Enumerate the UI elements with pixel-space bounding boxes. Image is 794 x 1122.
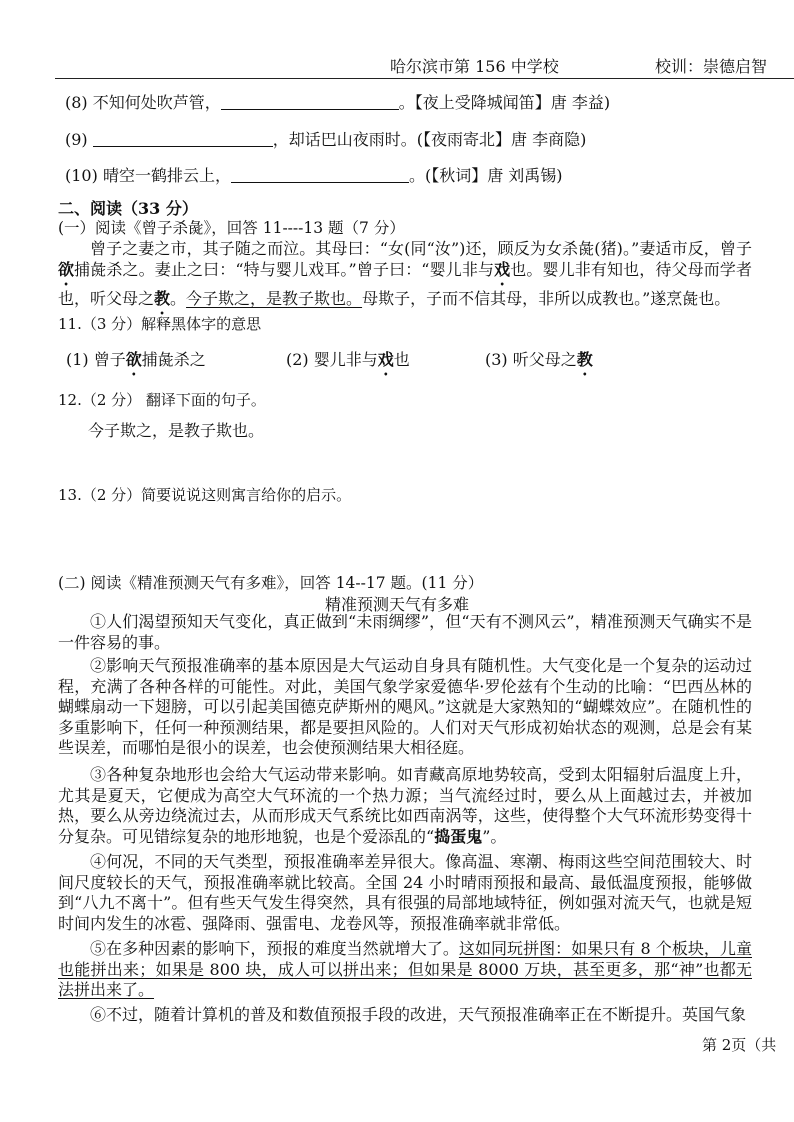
question-13: 13.（2 分）简要说说这则寓言给你的启示。 xyxy=(58,486,352,504)
page-header xyxy=(55,52,794,79)
poetry-text: 不知何处吹芦管， xyxy=(92,93,221,112)
question-number: (9) xyxy=(65,130,88,149)
reading-1-title: (一）阅读《曾子杀彘》，回答 11----13 题（7 分） xyxy=(58,219,405,237)
article-paragraph-4: ④何况，不同的天气类型，预报准确率差异很大。像高温、寒潮、梅雨这些空间范围较大、时间尺度较长的天气，预报准确率就比较高。全国 24 小时晴雨预报和最高、最低温度预报，能够做到“八九不离十”。但有些天气发生得突然，具有很强的局部地域特征，例如强对流天气，也就是短时间内发生的冰雹、强降雨、强雷电、龙卷风等，预报准确率就非常低。 xyxy=(58,852,752,933)
bold-word: 欲 xyxy=(58,259,75,279)
page-number: 第 2页（共 xyxy=(702,1036,777,1054)
poetry-line-9 xyxy=(65,130,586,150)
answer-blank[interactable] xyxy=(221,93,399,110)
q11-item-1: (1) 曾子欲捕彘杀之 xyxy=(66,350,206,369)
q11-item-3: (3) 听父母之教 xyxy=(485,350,593,369)
answer-blank[interactable] xyxy=(93,130,273,147)
article-paragraph-6: ⑥不过，随着计算机的普及和数值预报手段的改进，天气预报准确率正在不断提升。英国气象 xyxy=(90,1005,747,1024)
section-title: 二、阅读（33 分） xyxy=(58,199,198,218)
q11-item-2: (2) 婴儿非与戏也 xyxy=(286,350,410,369)
poetry-text: 晴空一鹤排云上， xyxy=(102,166,231,185)
poetry-source: ，却话巴山夜雨时。(【夜雨寄北】唐 李商隐) xyxy=(272,130,587,149)
question-12: 12.（2 分） 翻译下面的句子。 xyxy=(58,391,266,409)
article-paragraph-3: ③各种复杂地形也会给大气运动带来影响。如青藏高原地势较高，受到太阳辐射后温度上升，尤其是夏天，它便成为高空大气环流的一个热力源；当气流经过时，要么从上面越过去，并被加热，要么从旁边绕流过去，从而形成天气系统比如西南涡等，这些，使得整个大气环流形势变得十分复杂。可见错综复杂的地形地貌，也是个爱添乱的“捣蛋鬼”。 xyxy=(58,765,752,846)
poetry-source: 。(【秋词】唐 刘禹锡) xyxy=(408,166,563,185)
bold-phrase: 捣蛋鬼 xyxy=(434,826,483,846)
article-paragraph-2: ②影响天气预报准确率的基本原因是大气运动自身具有随机性。大气变化是一个复杂的运动过程，充满了各种各样的可能性。对此，美国气象学家爱德华·罗伦兹有个生动的比喻：“巴西丛林的蝴蝶扇动一下翅膀，可以引起美国德克萨斯州的飓风。”这就是大家熟知的“蝴蝶效应”。在随机性的多重影响下，任何一种预测结果，都是要担风险的。人们对天气形成初始状态的观测，总是会有某些误差，而哪怕是很小的误差，也会使预测结果大相径庭。 xyxy=(58,656,752,757)
article-paragraph-5: ⑤在多种因素的影响下，预报的难度当然就增大了。这如同玩拼图：如果只有 8 个板块，儿童也能拼出来；如果是 800 块，成人可以拼出来；但如果是 8000 万块，甚至更多，那“神”也都无法拼出来了。 xyxy=(58,939,752,999)
answer-blank[interactable] xyxy=(231,166,409,183)
question-11: 11.（3 分）解释黑体字的意思 xyxy=(58,315,262,333)
article-title: 精准预测天气有多难 xyxy=(324,595,469,614)
article-paragraph-1: ①人们渴望预知天气变化，真正做到“未雨绸缪”，但“天有不测风云”，精准预测天气确实不是一件容易的事。 xyxy=(58,612,752,652)
school-name: 哈尔滨市第 156 中学校 xyxy=(390,57,559,76)
poetry-line-10 xyxy=(65,166,563,186)
poetry-line-8 xyxy=(65,93,610,113)
question-number: (10) xyxy=(65,166,98,185)
reading-1-text: 曾子之妻之市，其子随之而泣。其母曰：“女(同“汝”)还，顾反为女杀彘(猪)。”妻适市反，曾子欲捕彘杀之。妻止之曰：“特与婴儿戏耳。”曾子曰：“婴儿非与戏也。婴儿非有知也，待父母而学者也，听父母之教。今子欺之，是教子欺也。母欺子，子而不信其母，非所以成教也。”遂烹彘也。 xyxy=(58,239,752,308)
school-motto: 校训：崇德启智 xyxy=(655,57,768,76)
underlined-sentence: 今子欺之，是教子欺也。 xyxy=(186,288,363,308)
underlined-sentence: 这如同玩拼图：如果只有 8 个板块，儿童也能拼出来；如果是 800 块，成人可以拼出来；但如果是 8000 万块，甚至更多，那“神”也都无法拼出来了。 xyxy=(58,939,752,999)
bold-word: 教 xyxy=(154,288,171,308)
poetry-source: 。【夜上受降城闻笛】唐 李益) xyxy=(398,93,611,112)
question-number: (8) xyxy=(65,93,88,112)
q12-sentence: 今子欺之，是教子欺也。 xyxy=(88,421,265,440)
reading-2-title: (二) 阅读《精准预测天气有多难》，回答 14--17 题。(11 分） xyxy=(58,574,484,592)
bold-word: 戏 xyxy=(494,259,511,279)
